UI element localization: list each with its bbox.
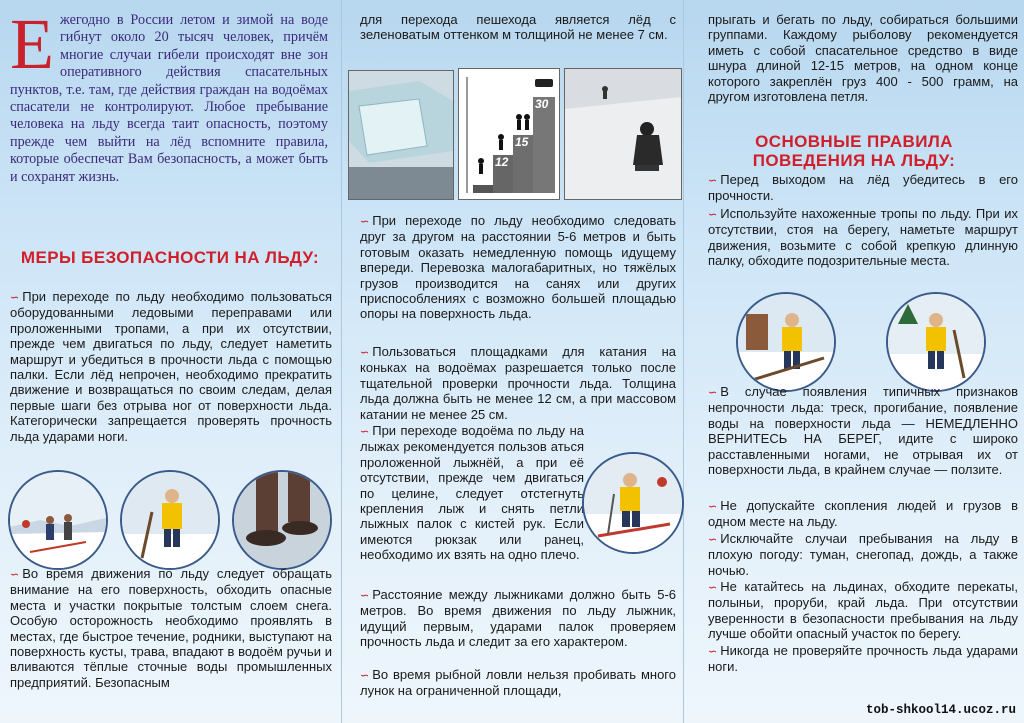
section1-bullet-2 [10,566,332,690]
col2-bullet-1 [360,213,676,322]
col2-bullet-4 [360,587,676,650]
rule-item: ∽ Не допускайте скопления людей и грузов в одном месте на льду. [708,498,1018,530]
col2-bullet-5 [360,667,676,699]
col2-bullet-2 [360,344,676,422]
bullet-icon: ∽ [10,291,20,304]
rule-item: ∽ Не катайтесь на льдинах, обходите перекаты, полыньи, проруби, край льда. При отсутствии уверенности в безопасности пребывания на льду лучше обойти опасный участок по берегу. [708,579,1018,642]
column-middle [342,0,682,723]
bullet-icon: ∽ [360,669,370,682]
rule-item: ∽ Исключайте случаи пребывания на льду в плохую погоду: туман, снегопад, дождь, а также ночью. [708,530,1018,578]
bullet-icon: ∽ [708,386,718,399]
bullet-icon: ∽ [708,174,718,187]
illustration-boots-on-ice [232,470,332,570]
rule-item: ∽ Никогда не проверяйте прочность льда ударами ноги. [708,642,1018,675]
section-title-safety: МЕРЫ БЕЗОПАСНОСТИ НА ЛЬДУ: [20,248,320,267]
site-watermark: tob-shkool14.ucoz.ru [865,703,1016,717]
bullet-icon: ∽ [708,532,718,546]
ice-thickness-chart [458,68,560,200]
section1-bullet-1 [10,289,332,444]
bullet-icon: ∽ [708,581,718,595]
col2-top-text: для перехода пешехода является лёд с зеленоватым оттенком м толщиной не менее 7 см. [360,12,676,43]
bullet-text: Во время движения по льду следует обращать внимание на его поверхность, обходить опасные места и участки покрытые толстым слоем снега. Особую осторожность необходимо проявлять в местах, где быстрое течение, родники, выступают на поверхность кусты, трава, впадают в водоём ручьи и вливаются тёплые сточные воды промышленных предприятий. Безопасным [10,566,332,690]
illustration-skier [582,452,684,554]
bullet-text: Расстояние между лыжниками должно быть 5-6 метров. Во время движения по льду лыжник, идущий первым, ударами палок проверяем прочность льда и следит за его характером. [360,587,676,650]
rule-item: ∽ Используйте нахоженные тропы по льду. При их отсутствии, стоя на берегу, наметьте маршрут движения, возьмите с собой крепкую длинную палку, обходите подозрительные места. [708,205,1018,269]
illustration-people-on-ice [8,470,108,570]
bullet-text: Пользоваться площадками для катания на коньках на водоёмах разрешается только после тщательной проверки прочности льда. Толщина льда должна быть не менее 12 см, а при массовом катании не менее 25 см. [360,344,676,422]
intro-paragraph [10,4,328,186]
warning-caps: НЕМЕДЛЕННО ВЕРНИТЕСЬ НА БЕРЕГ, [708,415,1018,447]
chart-label-7: 7 [475,172,482,186]
bullet-text: При переходе по льду необходимо следовать друг за другом на расстоянии 5-6 метров и быть готовым оказать немедленную помощь идущему впереди. Перевозка малогабаритных, но тяжёлых грузов производится на санях или других приспособлениях с возможно большей площадью опоры на поверхность льда. [360,213,676,322]
bullet-icon: ∽ [360,425,370,438]
bullet-icon: ∽ [708,644,718,658]
col3-top-text: прыгать и бегать по льду, собираться большими группами. Каждому рыболову рекомендуется иметь с собой спасательное средство в виде шнура длиной 12-15 метров, на одном конце которого закреплён груз 400 - 500 грамм, на другом изготовлена петля. [708,12,1018,105]
bullet-icon: ∽ [360,215,370,228]
rules-top-list [708,172,1018,268]
bullet-icon: ∽ [10,568,20,581]
chart-label-30: 30 [535,97,549,111]
section-title-rules: ОСНОВНЫЕ ПРАВИЛА ПОВЕДЕНИЯ НА ЛЬДУ: [752,132,956,170]
illustration-person-with-stick [120,470,220,570]
intro-text: жегодно в России летом и зимой на воде гибнут около 20 тысяч человек, причём многие случаи гибели происходят вне зон оперативного действия спасательных пунктов, т.е. там, где действия граждан на водоёмах спасатели не контролируют. Любое пребывание человека на льду всегда таит опасность, поэтому прежде чем выйти на лёд вспомните правила, которые обеспечат Вам безопасность, а может быть и сохранят жизнь. [10,12,328,185]
chart-label-12: 12 [495,155,509,169]
chart-label-15: 15 [515,135,529,149]
bullet-text: При переходе водоёма по льду на лыжах рекомендуется пользов аться проложенной лыжнёй, а при её отсутствии, прежде чем двигаться по целине, следует отстегнуть крепления лыж и снять петли лыжных палок с кистей рук. Если имеются рюкзак или ранец, необходимо их взять на одно плечо. [360,423,584,563]
bullet-icon: ∽ [360,589,370,602]
bullet-icon: ∽ [708,500,718,513]
illustration-person-on-shore [736,292,836,392]
ice-block-photo [348,70,454,200]
bullet-text: Во время рыбной ловли нельзя пробивать много лунок на ограниченной площади, [360,667,676,699]
rule-item: ∽ Перед выходом на лёд убедитесь в его прочности. [708,172,1018,204]
rules-bottom-list [708,498,1018,674]
illustration-person-walking-ice [886,292,986,392]
col2-bullet-3 [360,423,584,563]
bullet-icon: ∽ [708,207,718,221]
fisherman-photo [564,68,682,200]
column-right [684,0,1024,723]
bullet-text: При переходе по льду необходимо пользоваться оборудованными ледовыми переправами или проложенными тропами, а при их отсутствии, прежде чем двигаться по льду, следует наметить маршрут и убедиться в прочности льда с помощью палки. Если лёд непрочен, необходимо прекратить движение и возвращаться по своим следам, делая первые шаги без отрыва ног от поверхности льда. Категорически запрещается проверять прочность льда ударами ноги. [10,289,332,444]
rule-warning: ∽ В случае появления типичных признаков непрочности льда: треск, прогибание, появление воды на поверхности льда — НЕМЕДЛЕННО ВЕРНИТЕСЬ НА БЕРЕГ, идите с широко расставленными ногами, не отрывая их от поверхности льда, в крайнем случае — ползите. [708,384,1018,478]
drop-cap: Е [10,4,54,84]
bullet-icon: ∽ [360,346,370,359]
column-left [0,0,340,723]
